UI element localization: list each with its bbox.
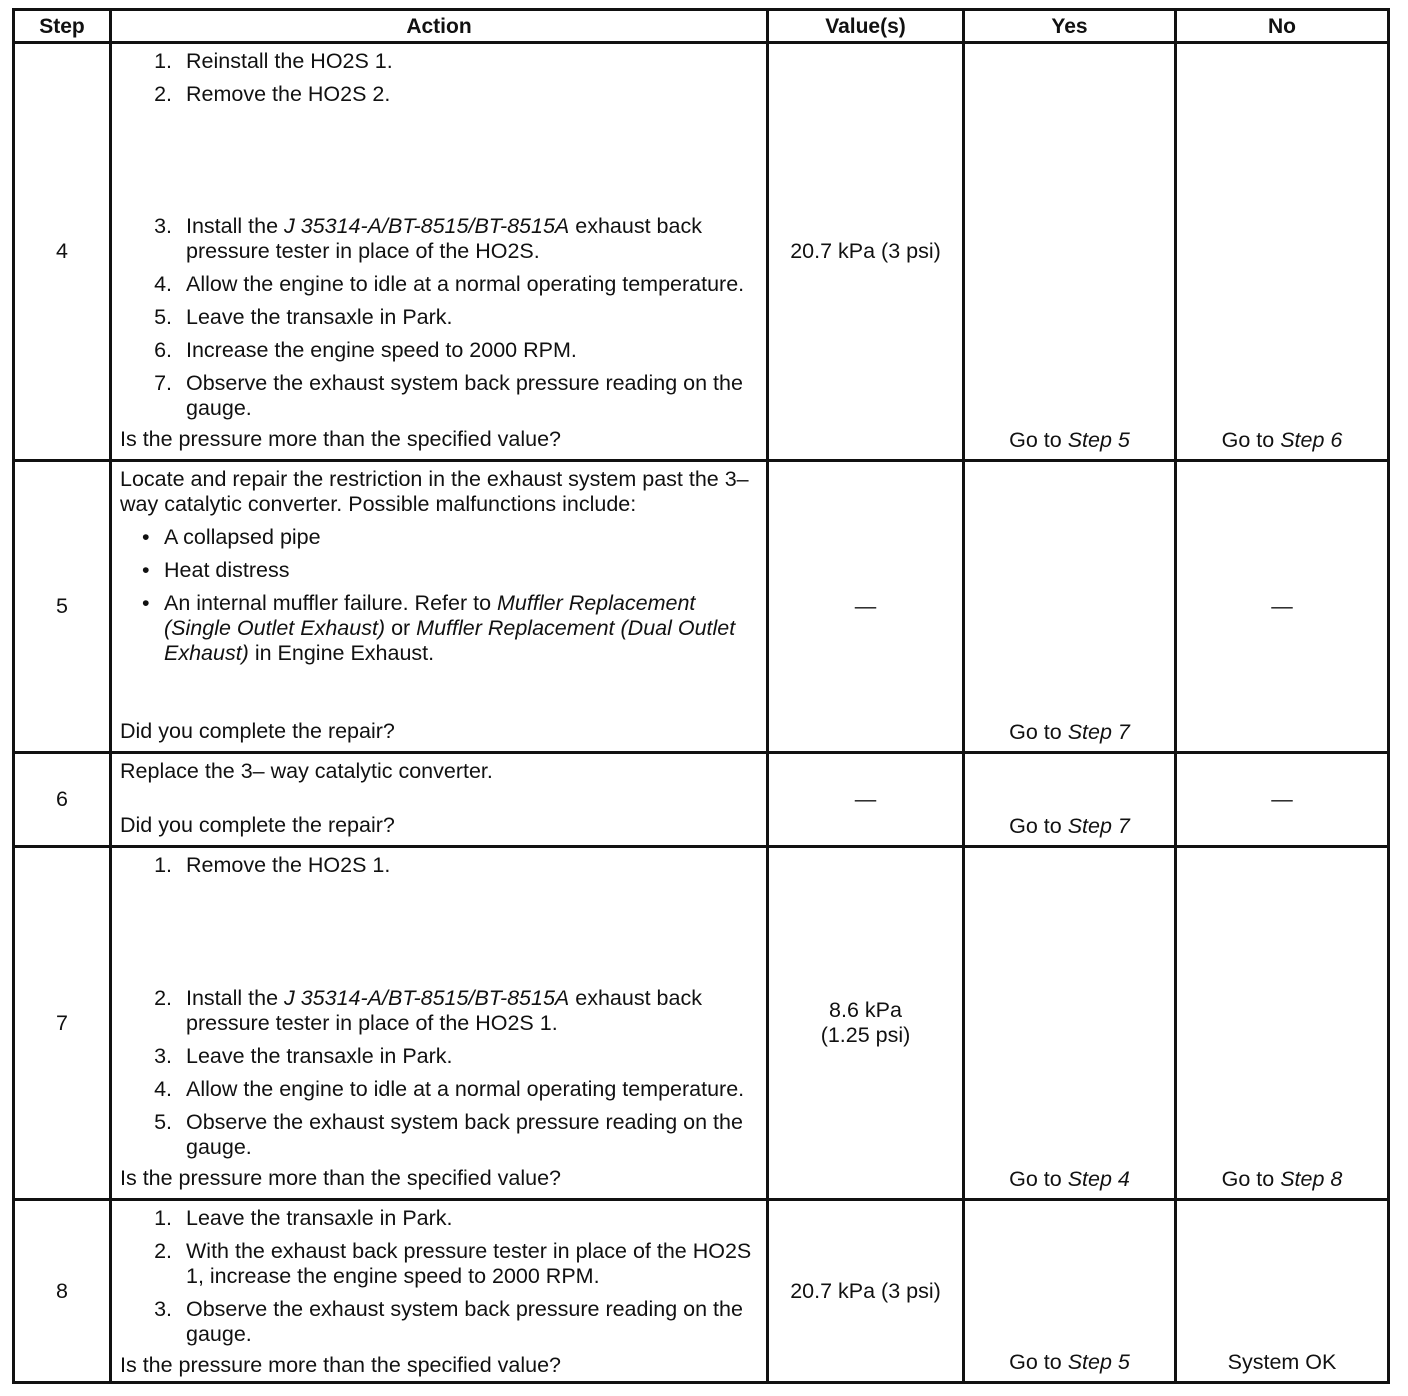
malfunction-list xyxy=(120,525,756,674)
value-cell: — xyxy=(768,461,964,753)
no-cell: Go to Step 6 xyxy=(1176,43,1389,461)
table-row-step-6 xyxy=(14,753,1389,847)
no-cell: — xyxy=(1176,461,1389,753)
no-cell: — xyxy=(1176,753,1389,847)
action-cell xyxy=(111,461,768,753)
step-question: Did you complete the repair? xyxy=(120,813,395,837)
procedure-step: 6. Increase the engine speed to 2000 RPM. xyxy=(178,338,756,363)
procedure-step: 3. Observe the exhaust system back pressure reading on the gauge. xyxy=(178,1297,756,1347)
table-row-step-8 xyxy=(14,1200,1389,1383)
step-number: 8 xyxy=(14,1200,111,1383)
step-intro: Locate and repair the restriction in the exhaust system past the 3–way catalytic converter. Possible malfunctions include: xyxy=(120,467,749,516)
procedure-step: 3. Leave the transaxle in Park. xyxy=(178,1044,756,1069)
header-row xyxy=(14,10,1389,43)
step-link[interactable]: Step 7 xyxy=(1067,720,1130,744)
procedure-step: 1. Reinstall the HO2S 1. xyxy=(178,49,756,74)
tool-reference: J 35314-A/BT-8515/BT-8515A xyxy=(284,986,570,1010)
procedure-step: 2. With the exhaust back pressure tester in place of the HO2S 1, increase the engine speed to 2000 RPM. xyxy=(178,1239,756,1289)
step-question: Is the pressure more than the specified value? xyxy=(120,1353,562,1377)
step-link[interactable]: Step 5 xyxy=(1067,428,1130,452)
value-cell: — xyxy=(768,753,964,847)
header-yes: Yes xyxy=(964,10,1176,43)
yes-cell: Go to Step 7 xyxy=(964,461,1176,753)
doc-reference[interactable]: Muffler Replacement (Dual Outlet Exhaust) xyxy=(164,616,736,665)
procedure-list xyxy=(120,986,756,1160)
action-cell xyxy=(111,847,768,1200)
action-cell xyxy=(111,753,768,847)
value-cell: 8.6 kPa (1.25 psi) xyxy=(768,847,964,1200)
table-row-step-4 xyxy=(14,43,1389,461)
procedure-step: 1. Leave the transaxle in Park. xyxy=(178,1206,756,1231)
yes-cell: Go to Step 7 xyxy=(964,753,1176,847)
step-link[interactable]: Step 7 xyxy=(1067,814,1130,838)
step-number: 6 xyxy=(14,753,111,847)
procedure-step: 4. Allow the engine to idle at a normal operating temperature. xyxy=(178,1077,756,1102)
procedure-step: 5. Leave the transaxle in Park. xyxy=(178,305,756,330)
value-cell: 20.7 kPa (3 psi) xyxy=(768,1200,964,1383)
doc-reference[interactable]: Muffler Replacement (Single Outlet Exhaust) xyxy=(164,591,696,640)
malfunction-item: • Heat distress xyxy=(164,558,756,583)
action-cell xyxy=(111,43,768,461)
procedure-step: 5. Observe the exhaust system back pressure reading on the gauge. xyxy=(178,1110,756,1160)
step-link[interactable]: Step 8 xyxy=(1280,1167,1343,1191)
step-link[interactable]: Step 4 xyxy=(1067,1167,1130,1191)
tool-reference: J 35314-A/BT-8515/BT-8515A xyxy=(284,214,570,238)
header-step: Step xyxy=(14,10,111,43)
header-values: Value(s) xyxy=(768,10,964,43)
step-question: Is the pressure more than the specified value? xyxy=(120,1166,562,1190)
step-number: 7 xyxy=(14,847,111,1200)
value-cell: 20.7 kPa (3 psi) xyxy=(768,43,964,461)
yes-cell: Go to Step 5 xyxy=(964,43,1176,461)
malfunction-item: • An internal muffler failure. Refer to Muffler Replacement (Single Outlet Exhaust) or Muffler Replacement (Dual Outlet Exhaust) in Engine Exhaust. xyxy=(164,591,756,666)
malfunction-item: • A collapsed pipe xyxy=(164,525,756,550)
no-cell: System OK xyxy=(1176,1200,1389,1383)
procedure-step: 7. Observe the exhaust system back pressure reading on the gauge. xyxy=(178,371,756,421)
header-no: No xyxy=(1176,10,1389,43)
no-cell: Go to Step 8 xyxy=(1176,847,1389,1200)
step-intro: Replace the 3– way catalytic converter. xyxy=(120,759,493,783)
step-number: 5 xyxy=(14,461,111,753)
procedure-list xyxy=(120,853,756,878)
step-link[interactable]: Step 6 xyxy=(1280,428,1343,452)
action-cell xyxy=(111,1200,768,1383)
procedure-step: 2. Install the J 35314-A/BT-8515/BT-8515A exhaust back pressure tester in place of the HO2S 1. xyxy=(178,986,756,1036)
procedure-step: 4. Allow the engine to idle at a normal operating temperature. xyxy=(178,272,756,297)
yes-cell: Go to Step 5 xyxy=(964,1200,1176,1383)
procedure-step: 3. Install the J 35314-A/BT-8515/BT-8515A exhaust back pressure tester in place of the HO2S. xyxy=(178,214,756,264)
yes-cell: Go to Step 4 xyxy=(964,847,1176,1200)
diagnostic-table xyxy=(12,8,1390,1384)
procedure-step: 2. Remove the HO2S 2. xyxy=(178,82,756,107)
table-row-step-7 xyxy=(14,847,1389,1200)
procedure-list xyxy=(120,214,756,421)
procedure-step: 1. Remove the HO2S 1. xyxy=(178,853,756,878)
table-row-step-5 xyxy=(14,461,1389,753)
procedure-list xyxy=(120,1206,756,1347)
step-question: Is the pressure more than the specified value? xyxy=(120,427,562,451)
procedure-list xyxy=(120,49,756,107)
step-question: Did you complete the repair? xyxy=(120,719,395,743)
step-link[interactable]: Step 5 xyxy=(1067,1350,1130,1374)
header-action: Action xyxy=(111,10,768,43)
step-number: 4 xyxy=(14,43,111,461)
